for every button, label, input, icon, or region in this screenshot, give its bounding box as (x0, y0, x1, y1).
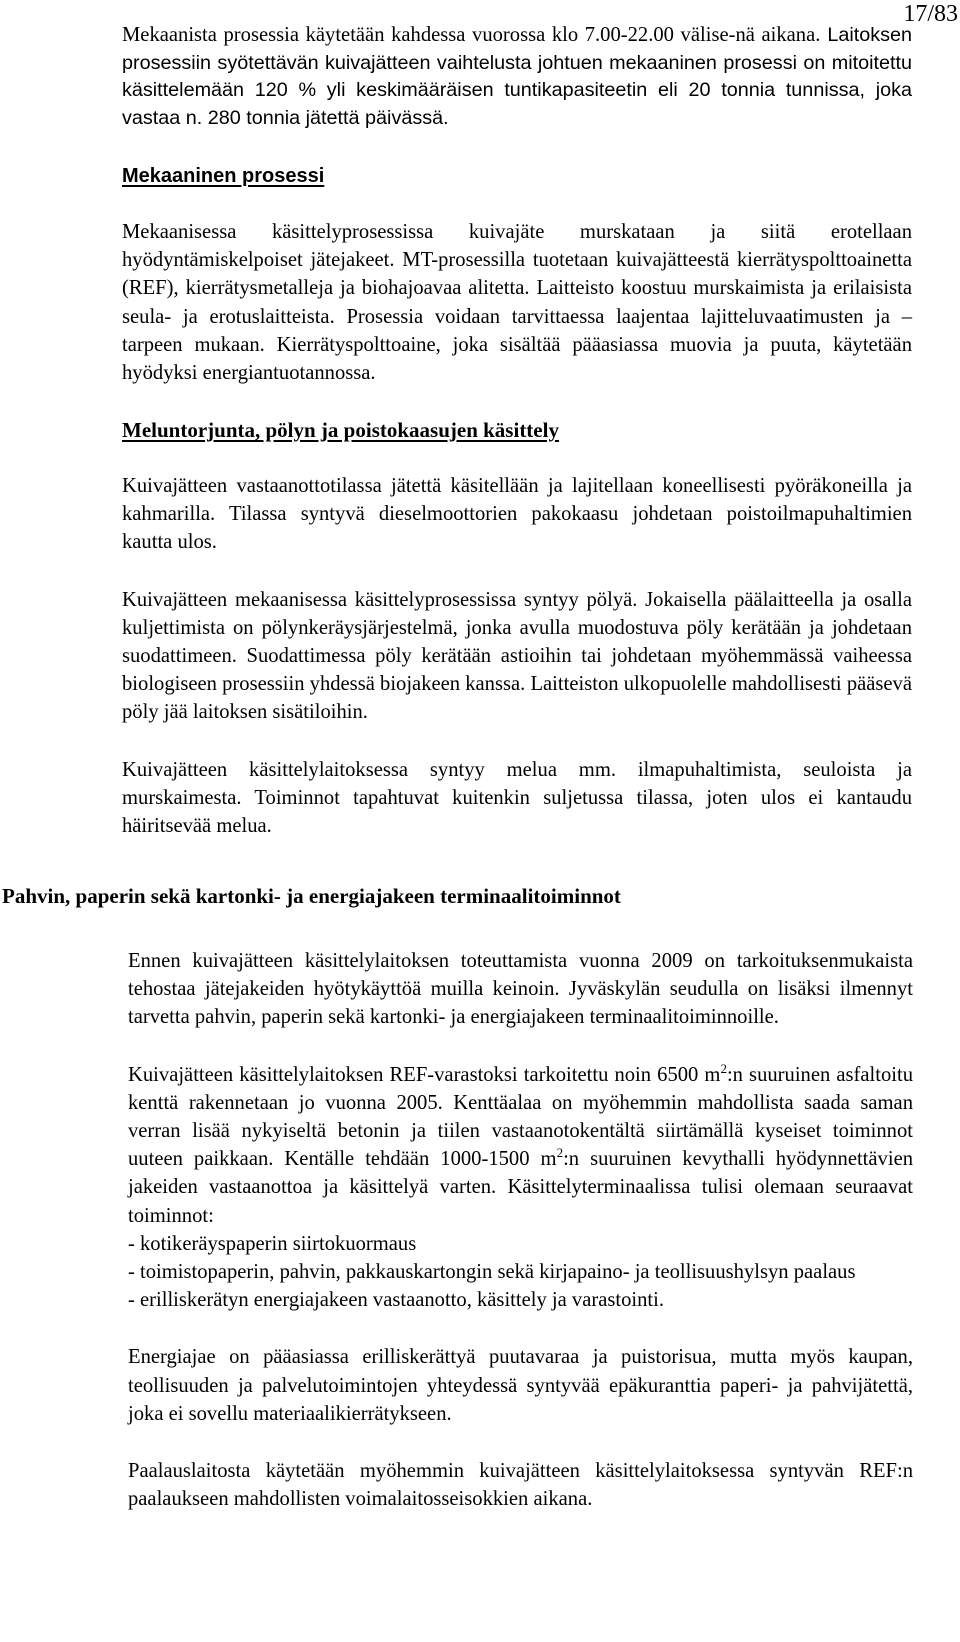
main-heading: Pahvin, paperin sekä kartonki- ja energiajakeen terminaalitoiminnot (2, 884, 621, 908)
section-mekaaninen-prosessi (122, 162, 912, 387)
page-number: 17/83 (903, 1, 958, 27)
list-item: - toimistopaperin, pahvin, pakkauskartongin sekä kirjapaino- ja teollisuushylsyn paalaus (128, 1261, 856, 1284)
section-meluntorjunta (122, 416, 912, 840)
meluntorjunta-paragraph-1: Kuivajätteen vastaanottotilassa jätettä käsitellään ja lajitellaan koneellisesti pyöräkoneilla ja kahmarilla. Tilassa syntyvä dieselmoottorien pakokaasu johdetaan poistoilmapuhaltimien kautta ulos. (122, 475, 912, 554)
pahvi-p2-text-b: :n suuruinen asfaltoitu kenttä rakennetaan jo vuonna 2005. Kenttäalaa on myöhemmin mahdollista saada saman verran lisää nykyiseltä betonin ja tiilen vastaanotokentältä siirtämällä kyseiset toiminnot uuteen paikkaan. Kentälle tehdään 1000-1500 m (128, 1063, 913, 1171)
list-item: - kotikeräyspaperin siirtokuormaus (128, 1232, 417, 1255)
intro-text-serif: Mekaanista prosessia käytetään kahdessa vuorossa klo 7.00-22.00 välise-nä aikana. (122, 24, 821, 46)
meluntorjunta-paragraph-3: Kuivajätteen käsittelylaitoksessa syntyy melua mm. ilmapuhaltimista, seuloista ja murskaimesta. Toiminnot tapahtuvat kuitenkin suljetussa tilassa, joten ulos ei kantaudu häiritsevää melua. (122, 758, 912, 838)
pahvi-paragraph-1: Ennen kuivajätteen käsittelylaitoksen toteuttamista vuonna 2009 on tarkoituksenmukaista tehostaa jätejakeiden hyötykäyttöä muilla keinoin. Jyväskylän seudulla on lisäksi ilmennyt tarvetta pahvin, paperin sekä kartonki- ja energiajakeen terminaalitoiminnoille. (128, 950, 913, 1029)
pahvi-paragraph-3: Energiajae on pääasiassa erilliskerättyä puutavaraa ja puistorisua, mutta myös kaupan, teollisuuden ja palvelutoimintojen yhteydessä syntyvää epäkuranttia paperi- ja pahvijätettä, joka ei sovellu materiaalikierrätykseen. (128, 1346, 913, 1425)
meluntorjunta-paragraph-2: Kuivajätteen mekaanisessa käsittelyprosessissa syntyy pölyä. Jokaisella päälaitteella ja osalla kuljettimista on pölynkeräysjärjestelmä, jonka avulla muodostuva pöly kerätään ja johdetaan suodattimeen. Suodattimessa pöly kerätään astioihin tai johdetaan myöhemmässä vaiheessa biologiseen prosessiin yhdessä biojakeen kanssa. Laitteiston ulkopuolelle mahdollisesti pääsevä pöly jää laitoksen sisätiloihin. (122, 588, 912, 724)
pahvi-paragraph-4: Paalauslaitosta käytetään myöhemmin kuivajätteen käsittelylaitoksessa syntyvän REF:n paalaukseen mahdollisten voimalaitosseisokkien aikana. (128, 1460, 913, 1511)
intro-text-sans: Laitoksen prosessiin syötettävän kuivajätteen vaihtelusta johtuen mekaaninen prosessi on mitoitettu käsittelemään 120 % yli keskimääräisen tuntikapasiteetin eli 20 tonnia tunnissa, joka vastaa n. 280 tonnia jätettä päivässä. (122, 24, 912, 129)
list-item: - erilliskerätyn energiajakeen vastaanotto, käsittely ja varastointi. (128, 1289, 665, 1312)
superscript-2: 2 (556, 1145, 564, 1161)
intro-section (122, 22, 912, 132)
section-pahvi (128, 947, 913, 1513)
section-heading: Mekaaninen prosessi (122, 165, 325, 187)
mekaaninen-paragraph: Mekaanisessa käsittelyprosessissa kuivajäte murskataan ja siitä erotellaan hyödyntämiskelpoiset jätejakeet. MT-prosessilla tuotetaan kuivajätteestä kierrätyspolttoainetta (REF), kierrätysmetalleja ja biohajoavaa alitetta. Laitteisto koostuu murskaimista ja erilaisista seula- ja erotuslaitteista. Prosessia voidaan tarvittaessa laajentaa lajitteluvaatimusten ja –tarpeen mukaan. Kierrätyspolttoaine, joka sisältää pääasiassa muovia ja puuta, käytetään hyödyksi energiantuotannossa. (122, 221, 912, 385)
section-heading: Meluntorjunta, pölyn ja poistokaasujen käsittely (122, 418, 559, 442)
activities-list (128, 1230, 913, 1315)
pahvi-paragraph-2 (128, 1061, 913, 1230)
intro-paragraph (122, 22, 912, 132)
pahvi-p2-text-c: :n suuruinen kevythalli hyödynnettävien jakeiden vastaanottoa ja käsittelyä varten. Käsittelyterminaalissa tulisi olemaan seuraavat toiminnot: (128, 1148, 914, 1227)
pahvi-p2-text-a: Kuivajätteen käsittelylaitoksen REF-varastoksi tarkoitettu noin 6500 m (128, 1063, 721, 1086)
superscript-2: 2 (720, 1060, 727, 1076)
